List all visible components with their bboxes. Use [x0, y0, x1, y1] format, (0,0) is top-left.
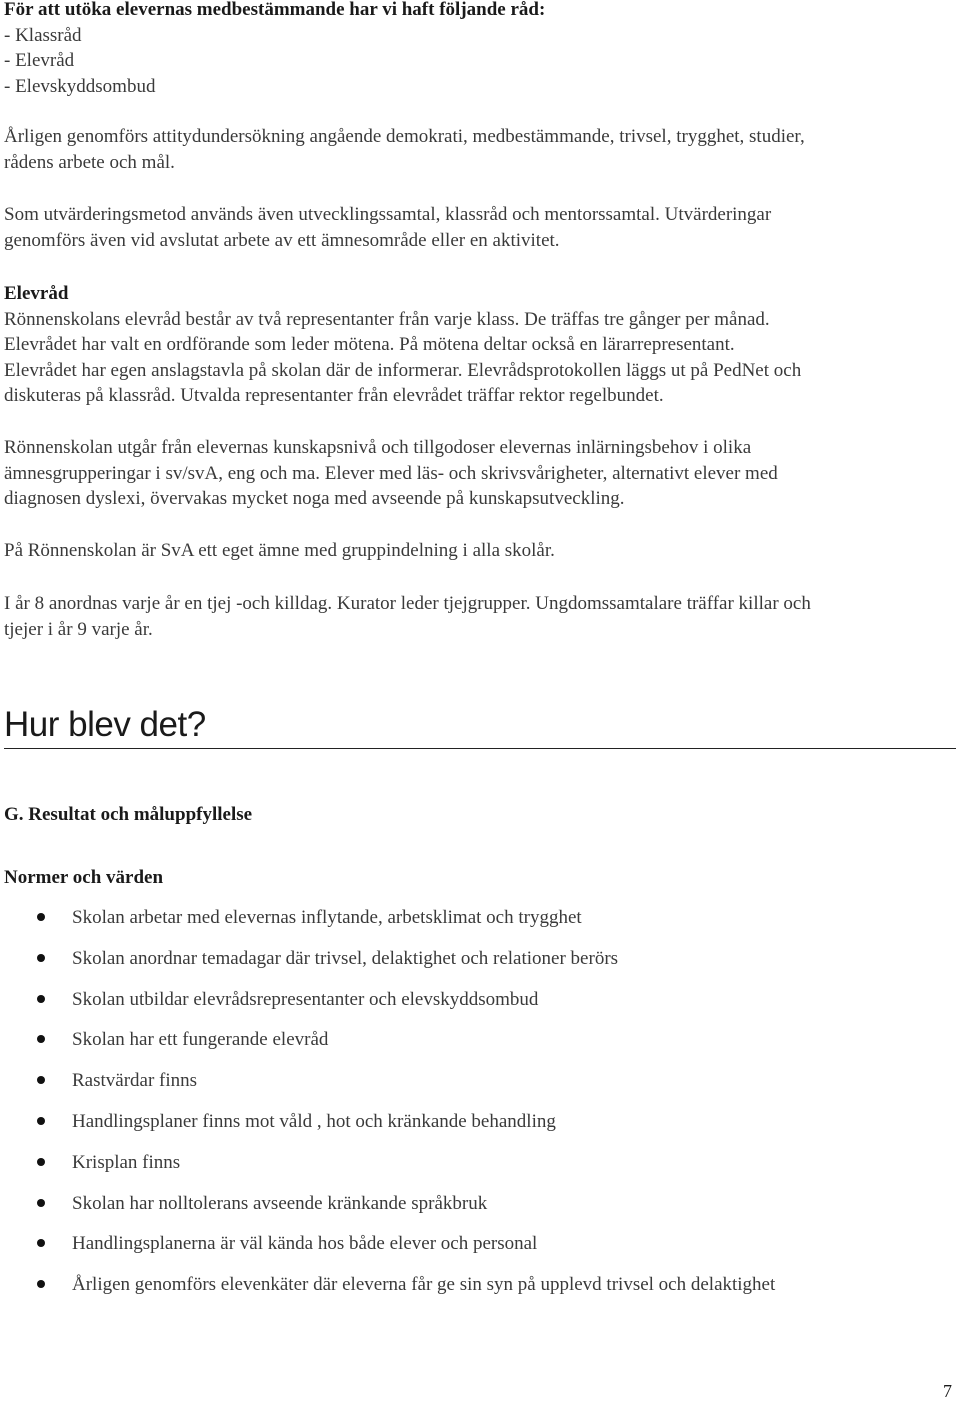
subsubheading: Normer och värden — [4, 867, 164, 888]
bullet-icon — [37, 1076, 45, 1084]
bullet-icon — [37, 1158, 45, 1166]
bullet-icon — [37, 1035, 45, 1043]
bullet-icon — [37, 1280, 45, 1288]
bullet-icon — [37, 1199, 45, 1207]
bullet-list — [4, 905, 775, 1313]
bullet-icon — [37, 954, 45, 962]
bullet-icon — [37, 995, 45, 1003]
intro-item: - Klassråd — [4, 24, 82, 46]
list-item-text: Handlingsplaner finns mot våld , hot och kränkande behandling — [72, 1110, 556, 1132]
paragraph-line: genomförs även vid avslutat arbete av ett ämnesområde eller en aktivitet. — [4, 229, 560, 251]
list-item — [4, 987, 775, 1028]
survey-paragraph — [4, 124, 805, 175]
list-item — [4, 1191, 775, 1232]
section-title: Hur blev det? — [4, 705, 206, 744]
list-item-text: Skolan har ett fungerande elevråd — [72, 1029, 329, 1051]
page-number: 7 — [943, 1381, 952, 1401]
list-item — [4, 1068, 775, 1109]
paragraph-line: Elevrådet har valt en ordförande som leder mötena. På mötena deltar också en lärarrepresentant. — [4, 334, 735, 355]
list-item — [4, 1231, 775, 1272]
paragraph-line: diagnosen dyslexi, övervakas mycket noga med avseende på kunskapsutveckling. — [4, 488, 625, 509]
paragraph-line: Årligen genomförs attitydundersökning angående demokrati, medbestämmande, trivsel, trygghet, studier, — [4, 126, 805, 147]
list-item — [4, 1150, 775, 1191]
paragraph-line: I år 8 anordnas varje år en tjej -och killdag. Kurator leder tjejgrupper. Ungdomssamtalare träffar killar och — [4, 593, 811, 614]
bullet-icon — [37, 1239, 45, 1247]
paragraph-line: diskuteras på klassråd. Utvalda representanter från elevrådet träffar rektor regelbundet. — [4, 385, 664, 406]
subheading: G. Resultat och måluppfyllelse — [4, 804, 253, 825]
intro-item: - Elevråd — [4, 50, 75, 71]
paragraph-line: Elevrådet har egen anslagstavla på skolan där de informerar. Elevrådsprotokollen läggs ut på PedNet och — [4, 359, 802, 381]
paragraph-line: På Rönnenskolan är SvA ett eget ämne med gruppindelning i alla skolår. — [4, 540, 555, 561]
paragraph-line: Rönnenskolans elevråd består av två representanter från varje klass. De träffas tre gånger per månad. — [4, 308, 770, 330]
day-paragraph — [4, 591, 811, 642]
list-item-text: Skolan arbetar med elevernas inflytande, arbetsklimat och trygghet — [72, 907, 582, 928]
list-item — [4, 1109, 775, 1150]
list-item — [4, 905, 775, 946]
list-item — [4, 1272, 775, 1313]
method-paragraph — [4, 202, 771, 253]
paragraph-line: Som utvärderingsmetod används även utvecklingssamtal, klassråd och mentorssamtal. Utvärderingar — [4, 204, 772, 225]
intro-heading: För att utöka elevernas medbestämmande har vi haft följande råd: — [4, 0, 546, 20]
list-item-text: Handlingsplanerna är väl kända hos både elever och personal — [72, 1233, 538, 1255]
knowledge-paragraph — [4, 435, 778, 512]
intro-block — [4, 0, 545, 99]
paragraph-line: tjejer i år 9 varje år. — [4, 618, 153, 640]
list-item-text: Skolan utbildar elevrådsrepresentanter och elevskyddsombud — [72, 988, 539, 1010]
elevrad-section — [4, 281, 801, 409]
list-item-text: Skolan anordnar temadagar där trivsel, delaktighet och relationer berörs — [72, 947, 619, 969]
bullet-icon — [37, 1117, 45, 1125]
paragraph-line: Rönnenskolan utgår från elevernas kunskapsnivå och tillgodoser elevernas inlärningsbehov i olika — [4, 437, 752, 458]
sva-paragraph — [4, 538, 555, 564]
list-item-text: Skolan har nolltolerans avseende kränkande språkbruk — [72, 1192, 488, 1214]
bullet-icon — [37, 913, 45, 921]
list-item — [4, 1027, 775, 1068]
list-item-text: Årligen genomförs elevenkäter där eleverna får ge sin syn på upplevd trivsel och delaktighet — [72, 1274, 776, 1296]
paragraph-line: ämnesgrupperingar i sv/svA, eng och ma. Elever med läs- och skrivsvårigheter, alternativt elever med — [4, 462, 778, 484]
list-item-text: Rastvärdar finns — [72, 1070, 198, 1092]
list-item-text: Krisplan finns — [72, 1151, 181, 1173]
intro-item: - Elevskyddsombud — [4, 75, 156, 97]
elevrad-heading: Elevråd — [4, 283, 69, 304]
section-divider — [4, 748, 956, 749]
paragraph-line: rådens arbete och mål. — [4, 151, 175, 173]
list-item — [4, 946, 775, 987]
